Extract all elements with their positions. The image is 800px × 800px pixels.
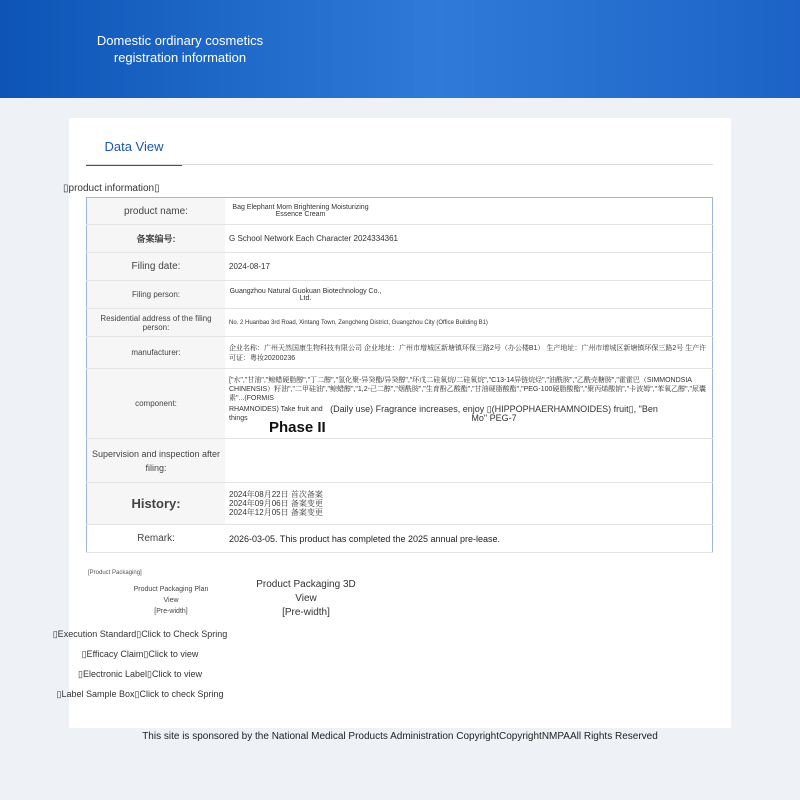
table-row — [87, 253, 713, 281]
table-row — [87, 483, 713, 525]
link-label: ▯Electronic Label▯ — [78, 669, 152, 679]
tab-data-view[interactable]: Data View — [86, 138, 182, 166]
packaging-header: [Product Packaging] — [88, 570, 142, 576]
link-label: ▯Execution Standard▯ — [52, 629, 142, 639]
site-title: Domestic ordinary cosmetics registration information — [96, 33, 264, 65]
packaging-3d-view[interactable] — [246, 578, 366, 620]
table-row — [87, 439, 713, 483]
history-item: 2024年09月06日 备案变更 — [229, 499, 323, 508]
link-electronic-label — [30, 666, 250, 686]
history-item: 2024年08月22日 首次备案 — [229, 490, 323, 499]
link-efficacy-claim — [30, 646, 250, 666]
component-daily-use: (Daily use) Fragrance increases, enjoy ▯(HIPPOPHAERHAMNOIDES) fruit▯, "Ben Mo" PEG-7 — [330, 403, 658, 423]
table-row — [87, 225, 713, 253]
product-name-value: Bag Elephant Mom Brightening Moisturizing Essence Cream — [225, 198, 713, 225]
tab-divider — [86, 164, 713, 165]
product-info-table — [86, 197, 713, 553]
manufacturer-value: 企业名称：广州天然国康生物科技有限公司 企业地址：广州市增城区新塘镇环保三路2号（办公楼B1） 生产地址：广州市增城区新塘镇环保三路2号 生产许可证：粤妆20200236 — [225, 337, 713, 369]
link-action[interactable]: Click to view — [151, 669, 202, 679]
link-execution-standard — [30, 626, 250, 646]
filing-person-value: Guangzhou Natural Guokuan Biotechnology Co., Ltd. — [225, 281, 713, 309]
document-links — [30, 626, 250, 706]
link-label: ▯Label Sample Box▯ — [56, 689, 140, 699]
filing-person-label: Filing person: — [87, 281, 226, 309]
link-action[interactable]: Click to check Spring — [139, 689, 224, 699]
residential-address-label: Residential address of the filing person: — [87, 309, 226, 337]
packaging-plan-sub: [Pre-width] — [154, 608, 188, 615]
supervision-label: Supervision and inspection after filing: — [87, 439, 226, 483]
record-number-label: 备案编号: — [87, 225, 226, 253]
remark-value: 2026-03-05. This product has completed the 2025 annual pre-lease. — [225, 525, 713, 553]
manufacturer-label: manufacturer: — [87, 337, 226, 369]
link-label-sample-box — [30, 686, 250, 706]
remark-label: Remark: — [87, 525, 226, 553]
link-action[interactable]: Click to view — [148, 649, 199, 659]
residential-address-value: No. 2 Huanbao 3rd Road, Xintang Town, Zengcheng District, Guangzhou City (Office Building B1) — [225, 309, 713, 337]
packaging-3d-sub: [Pre-width] — [282, 607, 330, 618]
supervision-value — [225, 439, 713, 483]
table-row — [87, 369, 713, 439]
link-label: ▯Efficacy Claim▯ — [81, 649, 149, 659]
history-label: History: — [87, 483, 226, 525]
history-value — [225, 483, 713, 525]
packaging-plan-label: Product Packaging Plan View — [133, 586, 209, 604]
component-label: component: — [87, 369, 226, 439]
record-number-value: G School Network Each Character 2024334361 — [225, 225, 713, 253]
packaging-3d-label: Product Packaging 3D View — [256, 579, 356, 604]
filing-date-value: 2024-08-17 — [225, 253, 713, 281]
history-item: 2024年12月05日 备案变更 — [229, 508, 323, 517]
section-title: ▯product information▯ — [63, 183, 160, 194]
component-phase: Phase II — [269, 418, 326, 436]
table-row — [87, 525, 713, 553]
component-value — [225, 369, 713, 439]
component-note: RHAMNOIDES) Take fruit and things — [229, 405, 323, 422]
site-header — [0, 0, 800, 98]
site-footer: This site is sponsored by the National Medical Products Administration CopyrightCopyrightNMPAAll Rights Reserved — [142, 731, 658, 742]
table-row — [87, 309, 713, 337]
component-list: ["水","甘油","鲸蜡硬脂醇","丁二醇","氢化聚-异癸酯/异癸醇","环戊二硅氧烷/二硅氧烷","C13-14异链烷烃","油酰胺","乙酰壳糖胺","霍霍巴（SIMMONDSIA CHINENSIS）籽油","二甲硅油","鲸蜡醇","1,2-己二醇","烟酰胺","生育酚乙酸酯","甘油硬脂酸酯","PEG-100硬脂酸酯","聚丙烯酸钠","卡波姆","苯氧乙醇","尿囊素"...(FORMIS — [229, 376, 707, 402]
product-packaging — [86, 570, 406, 618]
table-row — [87, 337, 713, 369]
packaging-plan-view[interactable] — [126, 584, 216, 617]
table-row — [87, 281, 713, 309]
table-row — [87, 198, 713, 225]
filing-date-label: Filing date: — [87, 253, 226, 281]
link-action[interactable]: Click to Check Spring — [141, 629, 228, 639]
product-name-label: product name: — [87, 198, 226, 225]
